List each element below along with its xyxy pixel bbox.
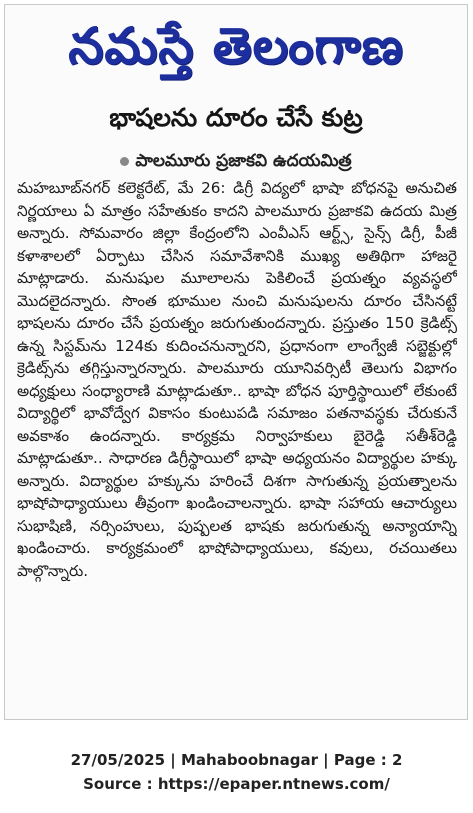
newspaper-masthead: నమస్తే తెలంగాణ [68, 17, 404, 75]
article-body [17, 177, 457, 717]
edition-info: 27/05/2025 | Mahaboobnagar | Page : 2 [70, 751, 403, 769]
newspaper-clipping [4, 4, 468, 720]
byline-text: పాలమూరు ప్రజాకవి ఉదయమిత్ర [135, 151, 352, 171]
bullet-icon [120, 157, 129, 166]
article-byline [5, 151, 467, 175]
source-link[interactable]: Source : https://epaper.ntnews.com/ [83, 775, 390, 793]
article-headline: భాషలను దూరం చేసే కుట్ర [109, 103, 363, 132]
article-paragraph: మహబూబ్‌నగర్ కలెక్టరేట్, మే 26: డిగ్రీ విద్యలో భాషా బోధనపై అనుచిత నిర్ణయాలు ఏ మాత్రం సహేతుకం కాదని పాలమూరు ప్రజాకవి ఉదయ మిత్ర అన్నారు. సోమవారం జిల్లా కేంద్రంలోని ఎంవీఎస్ ఆర్ట్స్, సైన్స్ డిగ్రీ, పీజీ కళాశాలలో ఏర్పాటు చేసిన సమావేశానికి ముఖ్య అతిథిగా హాజరై మాట్లాడారు. మనుషుల మూలాలను పెకిలించే ప్రయత్నం వ్యవస్థలో మొదలైదన్నారు. సొంత భూముల నుంచి మనుషులను దూరం చేసినట్టే భాషలను దూరం చేసే ప్రయత్నం జరుగుతుందన్నారు. ప్రస్తుతం 150 క్రెడిట్స్ ఉన్న సిస్టమ్‌ను 124కు కుదించనున్నారని, ప్రధానంగా లాంగ్వేజీ సబ్జెక్టుల్లో క్రెడిట్స్‌ను తగ్గిస్తున్నారన్నారు. పాలమూరు యూనివర్సిటీ తెలుగు విభాగం అధ్యక్షులు సంధ్యారాణి మాట్లాడుతూ.. భాషా బోధన పూర్తిస్థాయిలో లేకుంటే విద్యార్థిలో భావోద్వేగ వికాసం కుంటుపడి సమాజం పతనావస్థకు చేరుకునే అవకాశం ఉందన్నారు. కార్యక్రమ నిర్వాహకులు బైరెడ్డి సతీశ్‌రెడ్డి మాట్లాడుతూ.. సాధారణ డిగ్రీస్థాయిలో భాషా అధ్యయనం విద్యార్థుల హక్కు అన్నారు. విద్యార్థుల హక్కును హరించే దిశగా సాగుతున్న ప్రయత్నాలను భాషోపాధ్యాయులు తీవ్రంగా ఖండించాలన్నారు. భాషా సహాయ ఆచార్యులు సుభాషిణి, నర్సింహులు, పుష్పలత భాషకు జరుగుతున్న అన్యాయాన్ని ఖండించారు. కార్యక్రమంలో భాషోపాధ్యాయులు, కవులు, రచయితలు పాల్గొన్నారు. [17, 179, 457, 580]
source-footer [0, 748, 473, 796]
